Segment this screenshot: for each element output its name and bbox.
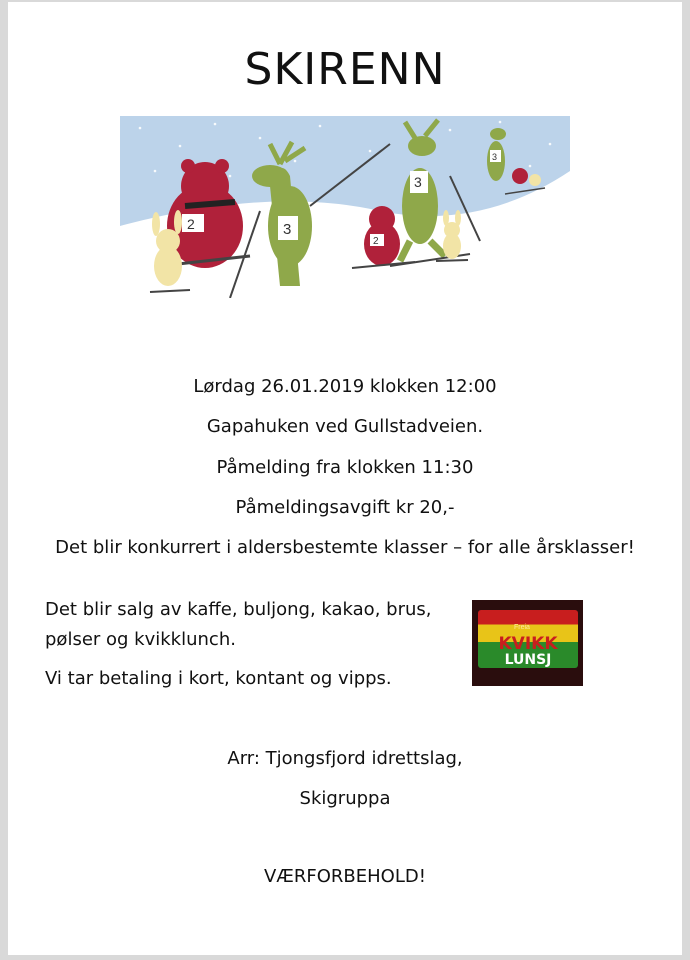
- kvikk-lunsj-brand: Freia: [514, 624, 530, 631]
- sales-text-line-2: pølser og kvikklunch.: [45, 629, 236, 650]
- bib-number: 2: [187, 216, 195, 232]
- location-text: Gapahuken ved Gullstadveien.: [206, 416, 484, 437]
- kvikk-lunsj-image: [472, 600, 583, 686]
- poster-title: SKIRENN: [244, 44, 446, 95]
- registration-text: Påmelding fra klokken 11:30: [216, 457, 474, 478]
- kvikk-lunsj-wrapper: [478, 610, 578, 668]
- fee-text: Påmeldingsavgift kr 20,-: [235, 497, 455, 518]
- weather-notice: VÆRFORBEHOLD!: [264, 866, 426, 887]
- bib-number: 3: [283, 221, 292, 238]
- ski-race-illustration: [120, 116, 570, 298]
- bib-number: 2: [373, 236, 379, 247]
- organizer-line-2: Skigruppa: [299, 788, 391, 809]
- bib-number: 3: [492, 152, 498, 162]
- bib-number: 3: [414, 174, 422, 190]
- payment-text: Vi tar betaling i kort, kontant og vipps.: [45, 668, 392, 689]
- sales-text-line-1: Det blir salg av kaffe, buljong, kakao, brus,: [45, 599, 432, 620]
- kvikk-lunsj-word-1: KVIKK: [498, 634, 558, 654]
- date-time-text: Lørdag 26.01.2019 klokken 12:00: [193, 376, 497, 397]
- organizer-line-1: Arr: Tjongsfjord idrettslag,: [227, 748, 463, 769]
- poster-page: [8, 2, 682, 955]
- classes-text: Det blir konkurrert i aldersbestemte klasser – for alle årsklasser!: [55, 537, 635, 558]
- kvikk-lunsj-word-2: LUNSJ: [504, 652, 552, 668]
